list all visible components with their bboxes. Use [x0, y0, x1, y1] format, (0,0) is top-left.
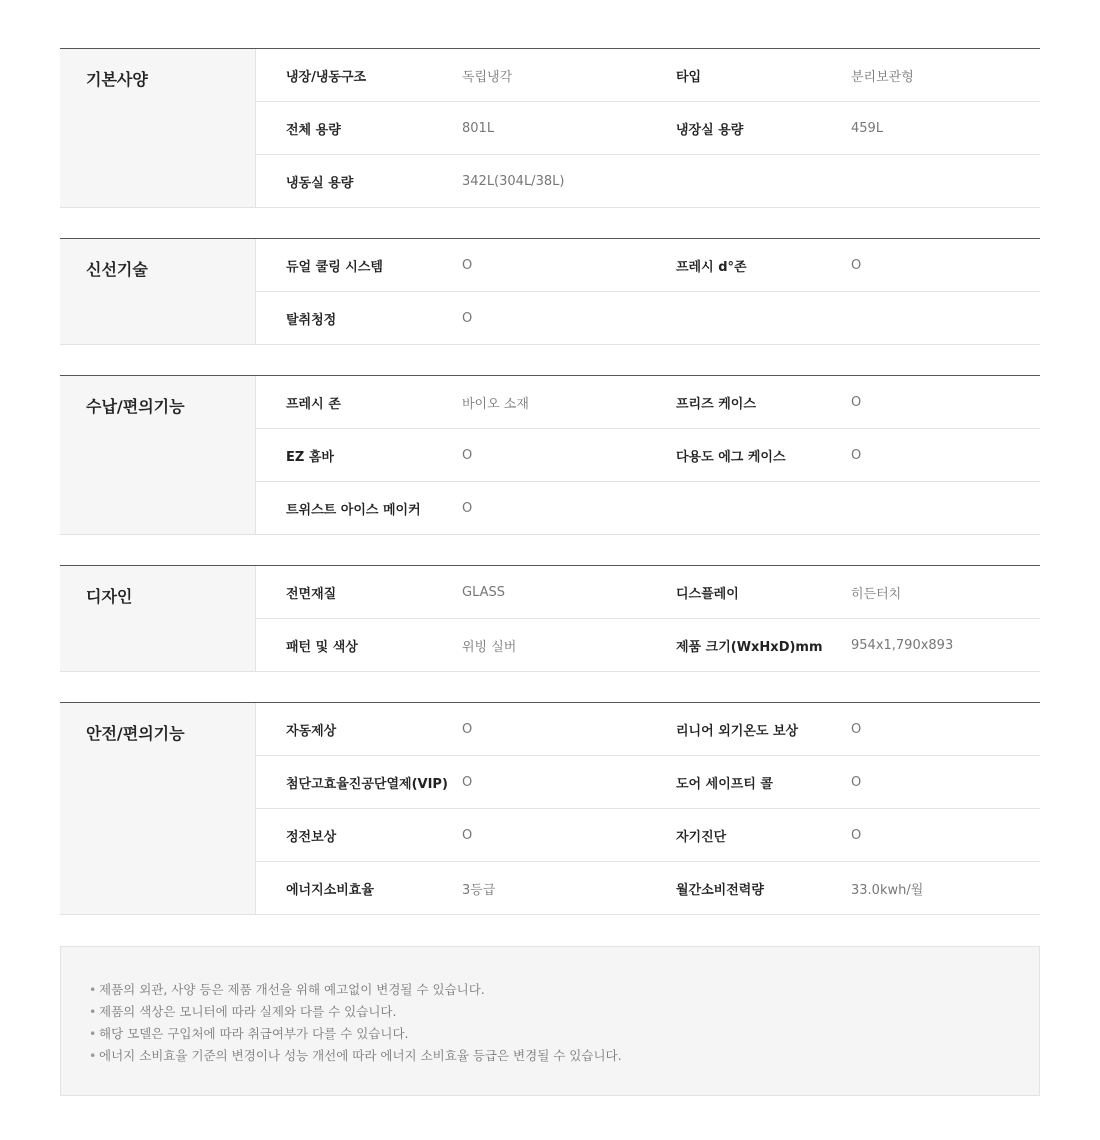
spec-label: 프레시 d°존 — [676, 259, 747, 275]
spec-label: EZ 홈바 — [286, 449, 334, 465]
spec-row — [256, 756, 1040, 809]
spec-value: O — [462, 310, 473, 326]
spec-label: 월간소비전력량 — [676, 882, 764, 898]
spec-row — [256, 155, 1040, 207]
spec-value: O — [462, 774, 473, 790]
spec-row — [256, 703, 1040, 756]
spec-label: 전체 용량 — [286, 122, 341, 138]
spec-value: O — [851, 394, 862, 410]
spec-value: 459L — [851, 120, 884, 136]
spec-value: 히든터치 — [851, 586, 902, 602]
spec-row — [256, 482, 1040, 534]
spec-label: 프리즈 케이스 — [676, 396, 756, 412]
spec-label: 에너지소비효율 — [286, 882, 374, 898]
spec-label: 냉장/냉동구조 — [286, 69, 367, 85]
spec-value: O — [462, 500, 473, 516]
spec-label: 디스플레이 — [676, 586, 739, 602]
spec-row — [256, 49, 1040, 102]
spec-value: O — [851, 257, 862, 273]
spec-label: 타입 — [676, 69, 702, 85]
section-title: 신선기술 — [60, 239, 256, 344]
spec-label: 프레시 존 — [286, 396, 341, 412]
spec-table — [60, 48, 1040, 945]
spec-section — [60, 48, 1040, 208]
bullet-icon: • — [89, 1048, 97, 1063]
notice-item — [89, 1045, 1039, 1067]
spec-row — [256, 619, 1040, 671]
spec-value: 342L(304L/38L) — [462, 173, 565, 189]
notice-box — [60, 946, 1040, 1096]
section-rows — [256, 239, 1040, 344]
notice-item — [89, 1001, 1039, 1023]
section-rows — [256, 566, 1040, 671]
spec-row — [256, 862, 1040, 914]
spec-row — [256, 376, 1040, 429]
spec-value: O — [851, 827, 862, 843]
notice-list — [89, 979, 1039, 1067]
notice-text: 에너지 소비효율 기준의 변경이나 성능 개선에 따라 에너지 소비효율 등급은 변경될 수 있습니다. — [99, 1048, 622, 1063]
bullet-icon: • — [89, 1004, 97, 1019]
notice-item — [89, 1023, 1039, 1045]
spec-label: 정전보상 — [286, 829, 337, 845]
spec-row — [256, 566, 1040, 619]
bullet-icon: • — [89, 982, 97, 997]
spec-row — [256, 809, 1040, 862]
spec-label: 냉장실 용량 — [676, 122, 744, 138]
spec-value: O — [462, 721, 473, 737]
spec-label: 트위스트 아이스 메이커 — [286, 502, 421, 518]
spec-value: 33.0kwh/월 — [851, 882, 924, 898]
bullet-icon: • — [89, 1026, 97, 1041]
spec-row — [256, 429, 1040, 482]
spec-label: 자동제상 — [286, 723, 337, 739]
notice-item — [89, 979, 1039, 1001]
spec-label: 첨단고효율진공단열제(VIP) — [286, 776, 448, 792]
spec-section — [60, 565, 1040, 672]
spec-label: 도어 세이프티 콜 — [676, 776, 773, 792]
spec-label: 리니어 외기온도 보상 — [676, 723, 799, 739]
notice-text: 제품의 색상은 모니터에 따라 실제와 다를 수 있습니다. — [99, 1004, 397, 1019]
spec-value: O — [462, 827, 473, 843]
spec-row — [256, 102, 1040, 155]
section-title: 안전/편의기능 — [60, 703, 256, 914]
spec-label: 제품 크기(WxHxD)mm — [676, 639, 823, 655]
spec-value: 801L — [462, 120, 495, 136]
spec-value: 위빙 실버 — [462, 639, 517, 655]
spec-section — [60, 375, 1040, 535]
spec-value: O — [462, 257, 473, 273]
spec-label: 듀얼 쿨링 시스템 — [286, 259, 383, 275]
spec-value: O — [851, 721, 862, 737]
spec-row — [256, 292, 1040, 344]
section-title: 기본사양 — [60, 49, 256, 207]
spec-value: 바이오 소재 — [462, 396, 529, 412]
spec-value: 분리보관형 — [851, 69, 914, 85]
section-rows — [256, 703, 1040, 914]
spec-value: O — [851, 447, 862, 463]
spec-value: 954x1,790x893 — [851, 637, 954, 653]
spec-label: 패턴 및 색상 — [286, 639, 358, 655]
section-title: 디자인 — [60, 566, 256, 671]
spec-label: 탈취청정 — [286, 312, 337, 328]
spec-value: O — [462, 447, 473, 463]
spec-label: 다용도 에그 케이스 — [676, 449, 786, 465]
spec-label: 냉동실 용량 — [286, 175, 354, 191]
spec-label: 자기진단 — [676, 829, 727, 845]
notice-text: 해당 모델은 구입처에 따라 취급여부가 다를 수 있습니다. — [99, 1026, 409, 1041]
section-title: 수납/편의기능 — [60, 376, 256, 534]
section-rows — [256, 376, 1040, 534]
spec-value: 독립냉각 — [462, 69, 513, 85]
notice-text: 제품의 외관, 사양 등은 제품 개선을 위해 예고없이 변경될 수 있습니다. — [99, 982, 485, 997]
spec-value: O — [851, 774, 862, 790]
spec-row — [256, 239, 1040, 292]
spec-section — [60, 702, 1040, 915]
spec-value: 3등급 — [462, 882, 496, 898]
section-rows — [256, 49, 1040, 207]
spec-value: GLASS — [462, 584, 506, 600]
spec-label: 전면재질 — [286, 586, 337, 602]
spec-section — [60, 238, 1040, 345]
